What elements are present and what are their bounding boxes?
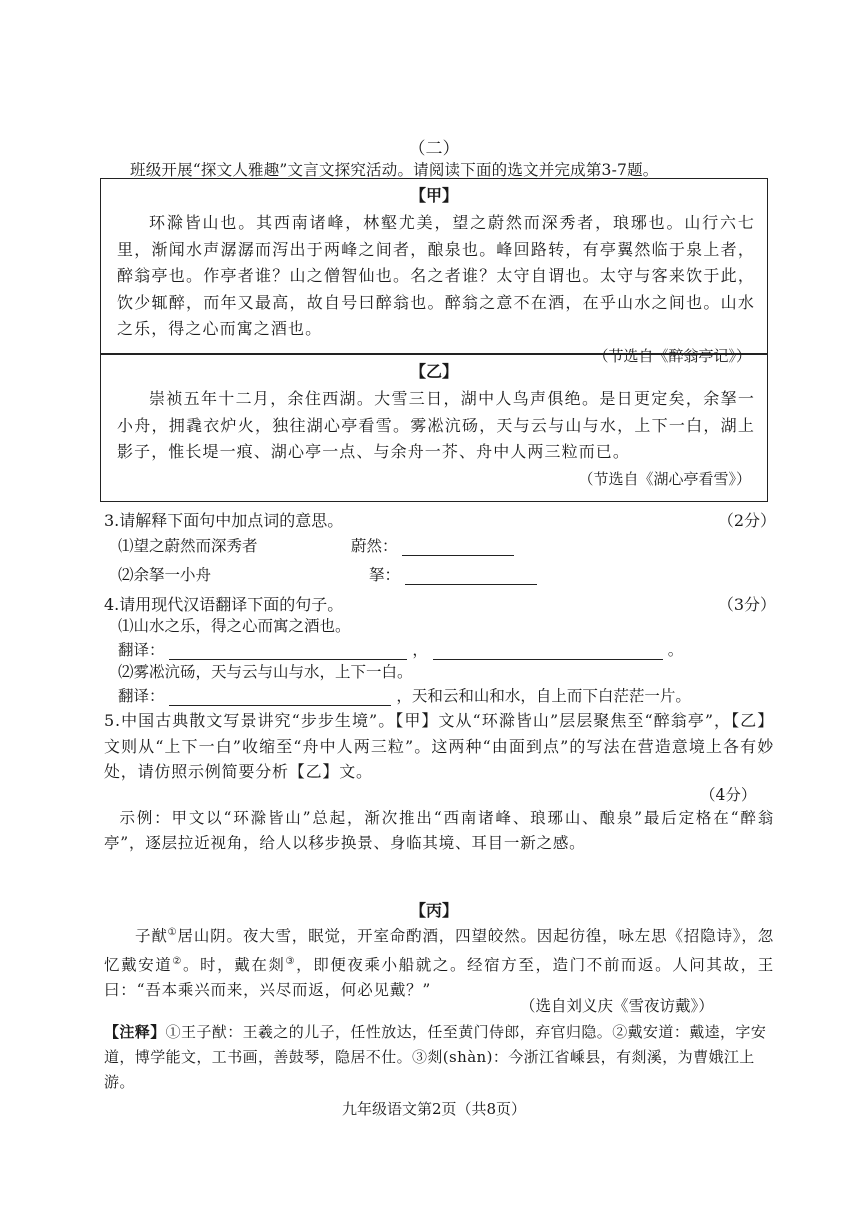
q4-comma: ， xyxy=(412,641,428,659)
section-intro: 班级开展“探文人雅趣”文言文探究活动。请阅读下面的选文并完成第3-7题。 xyxy=(130,161,659,179)
q3-sentence-1: ⑴望之蔚然而深秀者 xyxy=(118,537,258,555)
passage-jia-box xyxy=(100,178,768,365)
q3-answer-blank-1[interactable] xyxy=(402,537,514,556)
passage-bing-heading: 【丙】 xyxy=(409,901,458,920)
q3-sentence-2: ⑵余拏一小舟 xyxy=(118,566,212,584)
passage-jia-source: （节选自《醉翁亭记》） xyxy=(593,346,751,365)
q4-sentence-1: ⑴山水之乐，得之心而寓之酒也。 xyxy=(118,617,351,635)
bing-text-a: 子猷 xyxy=(135,927,168,946)
passage-yi-text: 崇祯五年十二月，余住西湖。大雪三日，湖中人鸟声俱绝。是日更定矣，余拏一小舟，拥毳衣炉火，独往湖心亭看雪。雾凇沆砀，天与云与山与水，上下一白，湖上影子，惟长堤一痕、湖心亭一点、与余舟一芥、舟中人两三粒而已。 xyxy=(117,389,755,461)
q4-label-1: 翻译： xyxy=(118,641,165,659)
q4-label-2: 翻译： xyxy=(118,687,165,705)
q4-translation-1 xyxy=(118,638,683,660)
passage-bing-source: （选自刘义庆《雪夜访戴》） xyxy=(520,997,714,1015)
passage-yi-source: （节选自《湖心亭看雪》） xyxy=(578,469,751,488)
q4-answer-blank-2[interactable] xyxy=(169,687,391,706)
question-3-stem: 3.请解释下面句中加点词的意思。 xyxy=(104,511,344,530)
q4-translation-2 xyxy=(118,684,691,706)
question-3-item-2 xyxy=(118,563,537,585)
question-5-score: （4分） xyxy=(700,786,757,804)
q4-answer-blank-1a[interactable] xyxy=(169,641,407,660)
question-4-stem: 4.请用现代汉语翻译下面的句子。 xyxy=(104,595,344,614)
bing-note-marker-2: ② xyxy=(172,956,183,968)
section-title: （二） xyxy=(408,139,460,159)
question-3-item-1 xyxy=(118,534,514,556)
q4-answer-blank-1b[interactable] xyxy=(433,641,663,660)
q3-word-1: 蔚然： xyxy=(350,537,398,555)
passage-jia-text: 环滁皆山也。其西南诸峰，林壑尤美，望之蔚然而深秀者，琅琊也。山行六七里，渐闻水声潺潺而泻出于两峰之间者，酿泉也。峰回路转，有亭翼然临于泉上者，醉翁亭也。作亭者谁？山之僧智仙也。名之者谁？太守自谓也。太守与客来饮于此，饮少辄醉，而年又最高，故自号曰醉翁也。醉翁之意不在酒，在乎山水之间也。山水之乐，得之心而寓之酒也。 xyxy=(117,213,755,338)
question-3-header xyxy=(104,508,776,531)
bing-note-marker-1: ① xyxy=(167,927,178,938)
bing-text-c: 。时，戴在剡 xyxy=(182,956,286,975)
bing-text-b: 居山阴。夜大雪，眠觉，开室命酌酒，四望皎然。因起彷徨，咏左思《招隐诗》，忽忆戴安道 xyxy=(104,927,775,975)
bing-note-marker-3: ③ xyxy=(285,956,297,968)
q3-word-2: 拏： xyxy=(368,566,400,584)
question-5-example: 示例：甲文以“环滁皆山”总起，渐次推出“西南诸峰、琅琊山、酿泉”最后定格在“醉翁亭”，逐层拉近视角，给人以移步换景、身临其境、耳目一新之感。 xyxy=(104,809,774,852)
question-4-score: （3分） xyxy=(717,595,776,614)
q4-period: 。 xyxy=(667,641,684,659)
annotation-label: 【注释】 xyxy=(104,1023,166,1041)
q3-answer-blank-2[interactable] xyxy=(405,566,537,585)
bing-text-d: ，即便夜乘小船就之。经宿方至，造门不前而返。人问其故，王曰：“吾本乘兴而来，兴尽而返，何必见戴？” xyxy=(104,956,774,1000)
page-footer: 九年级语文第2页（共8页） xyxy=(341,1100,527,1118)
question-4-header xyxy=(104,592,776,615)
passage-yi-box xyxy=(100,354,768,502)
question-5-text: 5.中国古典散文写景讲究“步步生境”。【甲】文从“环滁皆山”层层聚焦至“醉翁亭”，【乙】文则从“上下一白”收缩至“舟中人两三粒”。这两种“由面到点”的写法在营造意境上各有妙处，请仿照示例简要分析【乙】文。 xyxy=(104,711,774,781)
annotation-block xyxy=(104,1020,776,1095)
q4-translation-tail: ，天和云和山和水，自上而下白茫茫一片。 xyxy=(396,687,691,705)
annotation-text: ①王子猷：王羲之的儿子，任性放达，任至黄门侍郎，弃官归隐。②戴安道：戴逵，字安道，博学能文，工书画，善鼓琴，隐居不仕。③剡(shàn)：今浙江省嵊县，有剡溪，为曹娥江上游。 xyxy=(104,1023,767,1091)
passage-yi-heading: 【乙】 xyxy=(409,362,458,381)
passage-jia-heading: 【甲】 xyxy=(409,186,458,205)
passage-bing-text xyxy=(104,920,774,1003)
question-3-score: （2分） xyxy=(717,511,776,530)
q4-sentence-2: ⑵雾凇沆砀，天与云与山与水，上下一白。 xyxy=(118,663,413,681)
